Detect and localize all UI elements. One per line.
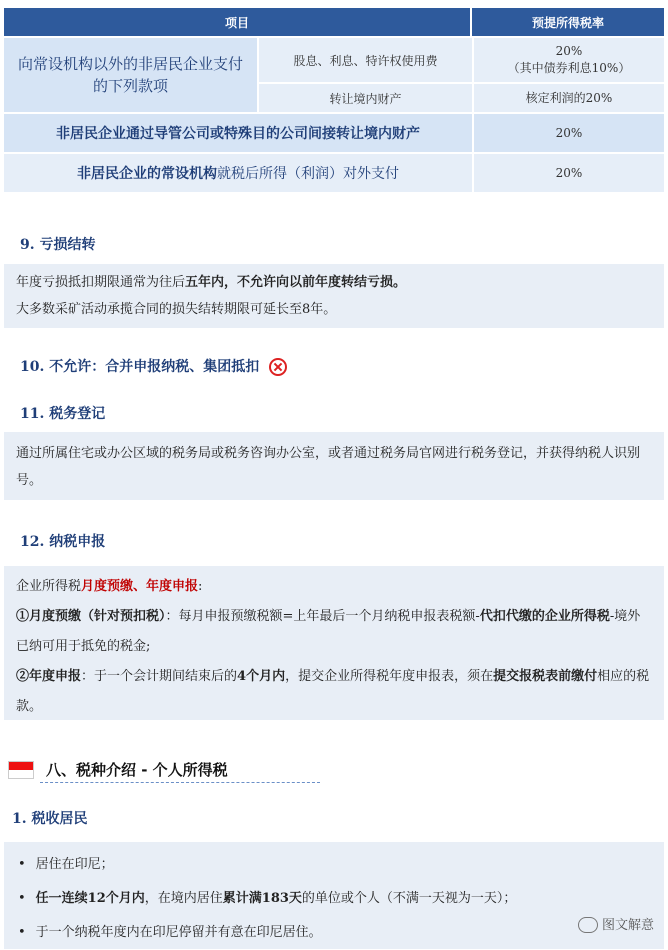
row1-rate1-line1: 20%	[555, 44, 583, 58]
header-rate: 预提所得税率	[531, 15, 604, 30]
sec12-box	[4, 566, 664, 720]
sec1-list	[4, 842, 664, 949]
row2-rate: 20%	[472, 112, 664, 152]
chapter8-divider	[40, 782, 320, 783]
table-header	[4, 8, 664, 36]
list-item: • 居住在印尼；	[18, 848, 650, 882]
sec11-p1: 通过所属住宅或办公区域的税务局或税务咨询办公室，或者通过税务局官网进行税务登记，并获得纳税人识别号。	[16, 446, 641, 488]
list-item: • 任一连续12个月内，在境内居住累计满183天的单位或个人（不满一天视为一天）；	[18, 882, 650, 916]
sec12-intro: 企业所得税月度预缴、年度申报:	[16, 579, 203, 594]
sec1-title: 1. 税收居民	[12, 811, 88, 827]
sec12-p1: ①月度预缴（针对预扣税）：每月申报预缴税额=上年最后一个月纳税申报表税额-代扣代缴的企业所得税-境外已纳可用于抵免的税金;	[16, 609, 641, 654]
row1-main: 向常设机构以外的非居民企业支付的下列款项	[4, 36, 257, 112]
sec9-p2: 大多数采矿活动承揽合同的损失结转期限可延长至8年。	[16, 302, 337, 317]
chapter8-title: 八、税种介绍 - 个人所得税	[46, 761, 228, 779]
row1-sub2: 转让境内财产	[257, 82, 472, 112]
withholding-tax-table	[4, 8, 664, 192]
row1-rate1	[472, 36, 664, 82]
sec9-box	[4, 264, 664, 328]
indonesia-flag-icon	[8, 761, 34, 779]
sec11-title: 11. 税务登记	[20, 406, 106, 422]
row3-text-b: 就税后所得（利润）对外支付	[217, 166, 399, 182]
row3-text-a: 非居民企业的常设机构	[77, 166, 217, 182]
sec12-p2: ②年度申报：于一个会计期间结束后的4个月内，提交企业所得税年度申报表，须在提交报税表前缴付相应的税款。	[16, 669, 650, 714]
row3-rate: 20%	[472, 152, 664, 192]
row1-sub1: 股息、利息、特许权使用费	[257, 36, 472, 82]
row2-text-b: 间接转让境内财产	[308, 126, 420, 142]
row1-rate1-line2: （其中债券利息10%）	[507, 61, 631, 75]
sec11-box	[4, 432, 664, 500]
header-item: 项目	[4, 8, 472, 36]
list-item: • 于一个纳税年度内在印尼停留并有意在印尼居住。	[18, 916, 650, 950]
sec10-title: 10. 不允许：合并申报纳税、集团抵扣	[20, 356, 287, 376]
watermark: 图文解意	[578, 914, 654, 934]
row2-text-a: 非居民企业通过导管公司或特殊目的公司	[56, 126, 308, 142]
wechat-icon	[578, 917, 598, 933]
row3-item	[4, 152, 472, 192]
sec12-title: 12. 纳税申报	[20, 534, 106, 550]
cross-circle-icon	[269, 358, 287, 376]
sec9-title: 9. 亏损结转	[20, 237, 96, 253]
row1-rate2: 核定利润的20%	[472, 82, 664, 112]
sec9-p1: 年度亏损抵扣期限通常为往后五年内，不允许向以前年度转结亏损。	[16, 275, 407, 290]
row2-item	[4, 112, 472, 152]
